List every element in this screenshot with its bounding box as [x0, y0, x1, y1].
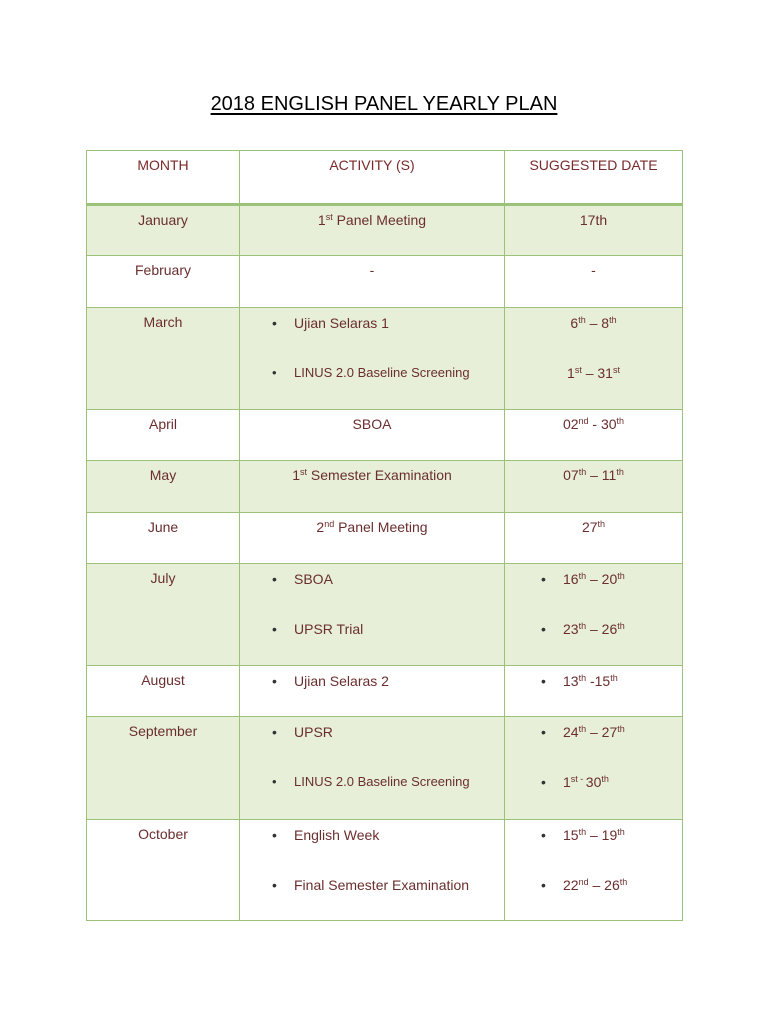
list-item: • English Week: [294, 826, 498, 844]
list-item: • LINUS 2.0 Baseline Screening: [294, 364, 498, 382]
date-cell: [505, 666, 683, 717]
month-cell: June: [87, 513, 240, 564]
date-cell: 27th: [505, 513, 683, 564]
activity-cell: 1st Semester Examination: [240, 461, 505, 513]
activity-cell: SBOA: [240, 410, 505, 461]
table-row: [87, 666, 683, 717]
list-item: • 24th – 27th: [563, 723, 676, 741]
date-cell: -: [505, 256, 683, 308]
list-item: • 23th – 26th: [563, 620, 676, 638]
month-cell: January: [87, 205, 240, 256]
activity-cell: [240, 666, 505, 717]
list-item: • LINUS 2.0 Baseline Screening: [294, 773, 498, 791]
table-row: [87, 513, 683, 564]
activity-cell: [240, 717, 505, 820]
list-item: • 15th – 19th: [563, 826, 676, 844]
month-cell: October: [87, 820, 240, 921]
month-cell: August: [87, 666, 240, 717]
table-row: [87, 717, 683, 820]
table-row: [87, 256, 683, 308]
table-row: [87, 410, 683, 461]
header-activity: ACTIVITY (S): [240, 151, 505, 205]
date-cell: [505, 564, 683, 666]
table-row: [87, 461, 683, 513]
activity-cell: [240, 564, 505, 666]
list-item: • 13th -15th: [563, 672, 676, 690]
date-cell: 17th: [505, 205, 683, 256]
activity-cell: 2nd Panel Meeting: [240, 513, 505, 564]
date-cell: 02nd - 30th: [505, 410, 683, 461]
date-cell: 07th – 11th: [505, 461, 683, 513]
activity-cell: -: [240, 256, 505, 308]
table-header-row: [87, 151, 683, 205]
header-month: MONTH: [87, 151, 240, 205]
activity-cell: [240, 308, 505, 410]
date-cell: [505, 820, 683, 921]
month-cell: July: [87, 564, 240, 666]
month-cell: February: [87, 256, 240, 308]
header-suggested-date: SUGGESTED DATE: [505, 151, 683, 205]
list-item: • SBOA: [294, 570, 498, 588]
month-cell: March: [87, 308, 240, 410]
date-cell: 6th – 8th 1st – 31st: [505, 308, 683, 410]
activity-cell: 1st Panel Meeting: [240, 205, 505, 256]
list-item: • UPSR Trial: [294, 620, 498, 638]
list-item: • Ujian Selaras 1: [294, 314, 498, 332]
table-row: [87, 308, 683, 410]
list-item: • 22nd – 26th: [563, 876, 676, 894]
table-row: [87, 205, 683, 256]
table-row: [87, 820, 683, 921]
document-title: 2018 ENGLISH PANEL YEARLY PLAN: [210, 93, 558, 115]
list-item: • UPSR: [294, 723, 498, 741]
activity-cell: [240, 820, 505, 921]
list-item: • $1^{st -}$ 30th: [563, 773, 676, 791]
yearly-plan-table: [86, 150, 683, 921]
month-cell: April: [87, 410, 240, 461]
month-cell: September: [87, 717, 240, 820]
date-cell: [505, 717, 683, 820]
list-item: • Final Semester Examination: [294, 876, 498, 894]
month-cell: May: [87, 461, 240, 513]
list-item: • 16th – 20th: [563, 570, 676, 588]
table-row: [87, 564, 683, 666]
list-item: • Ujian Selaras 2: [294, 672, 498, 690]
